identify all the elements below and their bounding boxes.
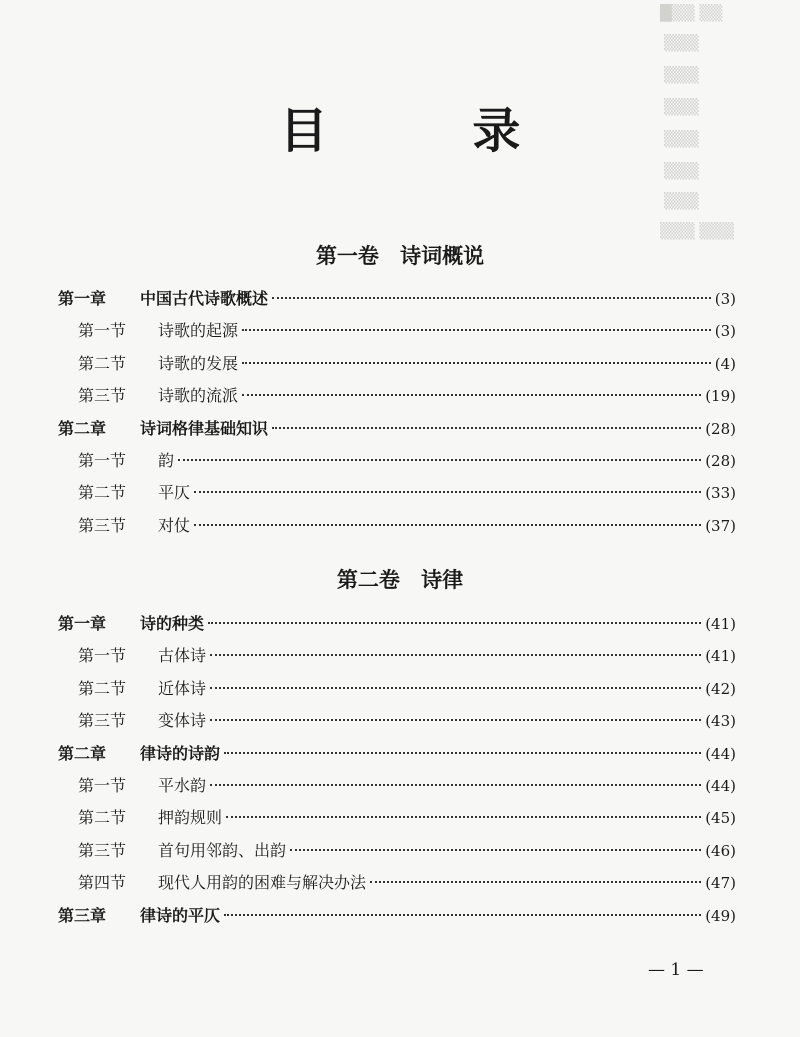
entry-page-number: (44) bbox=[705, 744, 736, 763]
entry-label: 第一节 bbox=[78, 646, 127, 666]
entry-name: 对仗 bbox=[158, 515, 191, 535]
dot-leader bbox=[224, 752, 701, 754]
toc-section-entry[interactable] bbox=[78, 678, 736, 700]
entry-name: 律诗的诗韵 bbox=[140, 743, 221, 763]
entry-label: 第二节 bbox=[78, 483, 127, 503]
entry-name: 押韵规则 bbox=[158, 808, 223, 828]
entry-page-number: (3) bbox=[714, 290, 736, 308]
page-title: 目 录 bbox=[279, 103, 585, 159]
entry-label: 第三节 bbox=[78, 840, 127, 860]
dot-leader bbox=[178, 459, 701, 461]
toc-chapter-entry[interactable] bbox=[58, 418, 736, 440]
volume-title: 第一卷 诗词概说 bbox=[315, 244, 485, 268]
entry-label: 第二节 bbox=[78, 353, 127, 373]
entry-page-number: (28) bbox=[705, 419, 736, 438]
entry-page-number: (43) bbox=[705, 712, 736, 731]
toc-section-entry[interactable] bbox=[78, 775, 736, 797]
toc-section-entry[interactable] bbox=[78, 320, 736, 342]
toc-section-entry[interactable] bbox=[78, 385, 736, 407]
entry-page-number: (19) bbox=[705, 387, 736, 406]
entry-page-number: (42) bbox=[705, 679, 736, 698]
volume-title: 第二卷 诗律 bbox=[336, 568, 464, 592]
entry-label: 第二章 bbox=[58, 743, 107, 763]
entry-page-number: (28) bbox=[705, 452, 736, 470]
bleed-through: ▒▒▒ bbox=[664, 34, 699, 52]
entry-name: 韵 bbox=[158, 451, 175, 470]
entry-name: 古体诗 bbox=[158, 646, 207, 666]
entry-name: 诗歌的流派 bbox=[158, 386, 239, 406]
entry-label: 第二节 bbox=[78, 808, 127, 828]
entry-name: 平仄 bbox=[158, 483, 191, 503]
dot-leader bbox=[290, 849, 701, 851]
dot-leader bbox=[272, 297, 711, 299]
toc-section-entry[interactable] bbox=[78, 710, 736, 732]
dot-leader bbox=[210, 687, 701, 689]
toc-section-entry[interactable] bbox=[78, 515, 736, 537]
entry-page-number: (33) bbox=[705, 484, 736, 503]
bleed-through: ▒▒▒ ▒▒▒ bbox=[660, 222, 734, 240]
entry-name: 诗歌的起源 bbox=[158, 321, 239, 341]
entry-name: 律诗的平仄 bbox=[140, 905, 221, 925]
entry-label: 第三节 bbox=[78, 711, 127, 731]
entry-page-number: (45) bbox=[705, 809, 736, 828]
dot-leader bbox=[242, 329, 711, 331]
entry-label: 第一节 bbox=[78, 321, 127, 341]
entry-label: 第二节 bbox=[78, 678, 127, 698]
entry-label: 第四节 bbox=[78, 873, 127, 893]
dot-leader bbox=[194, 491, 701, 493]
entry-label: 第一节 bbox=[78, 776, 127, 795]
dot-leader bbox=[210, 784, 701, 786]
dot-leader bbox=[242, 362, 711, 364]
entry-name: 诗的种类 bbox=[140, 614, 205, 633]
bleed-through: ▒▒▒ bbox=[664, 192, 699, 210]
bleed-through: █▒▒ ▒▒ bbox=[660, 4, 723, 22]
bleed-through: ▒▒▒ bbox=[664, 162, 699, 180]
toc-section-entry[interactable] bbox=[78, 807, 736, 829]
toc-chapter-entry[interactable] bbox=[58, 288, 736, 310]
dot-leader bbox=[208, 622, 701, 624]
entry-page-number: (44) bbox=[705, 777, 736, 795]
entry-page-number: (3) bbox=[714, 322, 736, 341]
toc-section-entry[interactable] bbox=[78, 482, 736, 504]
dot-leader bbox=[210, 719, 701, 721]
entry-name: 平水韵 bbox=[158, 776, 207, 795]
dot-leader bbox=[370, 881, 701, 883]
entry-label: 第一节 bbox=[78, 451, 127, 470]
entry-label: 第二章 bbox=[58, 418, 107, 438]
toc-section-entry[interactable] bbox=[78, 872, 736, 894]
entry-page-number: (49) bbox=[705, 906, 736, 925]
toc-section-entry[interactable] bbox=[78, 840, 736, 862]
entry-label: 第一章 bbox=[58, 289, 107, 308]
entry-page-number: (46) bbox=[705, 841, 736, 860]
dot-leader bbox=[194, 524, 701, 526]
entry-page-number: (4) bbox=[714, 354, 736, 373]
entry-label: 第三章 bbox=[58, 905, 107, 925]
dot-leader bbox=[210, 654, 701, 656]
entry-label: 第三节 bbox=[78, 386, 127, 406]
entry-name: 诗歌的发展 bbox=[158, 353, 239, 373]
dot-leader bbox=[226, 816, 701, 818]
entry-name: 中国古代诗歌概述 bbox=[140, 289, 269, 308]
toc-section-entry[interactable] bbox=[78, 645, 736, 667]
toc-section-entry[interactable] bbox=[78, 450, 736, 472]
entry-name: 诗词格律基础知识 bbox=[140, 418, 269, 438]
toc-chapter-entry[interactable] bbox=[58, 743, 736, 765]
entry-name: 现代人用韵的困难与解决办法 bbox=[158, 873, 367, 893]
entry-label: 第三节 bbox=[78, 515, 127, 535]
bleed-through: ▒▒▒ bbox=[664, 130, 699, 148]
bleed-through: ▒▒▒ bbox=[664, 66, 699, 84]
entry-name: 近体诗 bbox=[158, 678, 207, 698]
entry-page-number: (41) bbox=[705, 615, 736, 633]
dot-leader bbox=[242, 394, 701, 396]
entry-page-number: (37) bbox=[705, 516, 736, 535]
entry-label: 第一章 bbox=[58, 614, 107, 633]
toc-chapter-entry[interactable] bbox=[58, 905, 736, 927]
bleed-through: ▒▒▒ bbox=[664, 98, 699, 116]
dot-leader bbox=[272, 427, 701, 429]
toc-chapter-entry[interactable] bbox=[58, 613, 736, 635]
entry-page-number: (47) bbox=[705, 874, 736, 893]
entry-page-number: (41) bbox=[705, 647, 736, 666]
entry-name: 变体诗 bbox=[158, 711, 207, 731]
dot-leader bbox=[224, 914, 701, 916]
toc-section-entry[interactable] bbox=[78, 353, 736, 375]
entry-name: 首句用邻韵、出韵 bbox=[158, 840, 287, 860]
page-number: — 1 — bbox=[648, 960, 704, 980]
